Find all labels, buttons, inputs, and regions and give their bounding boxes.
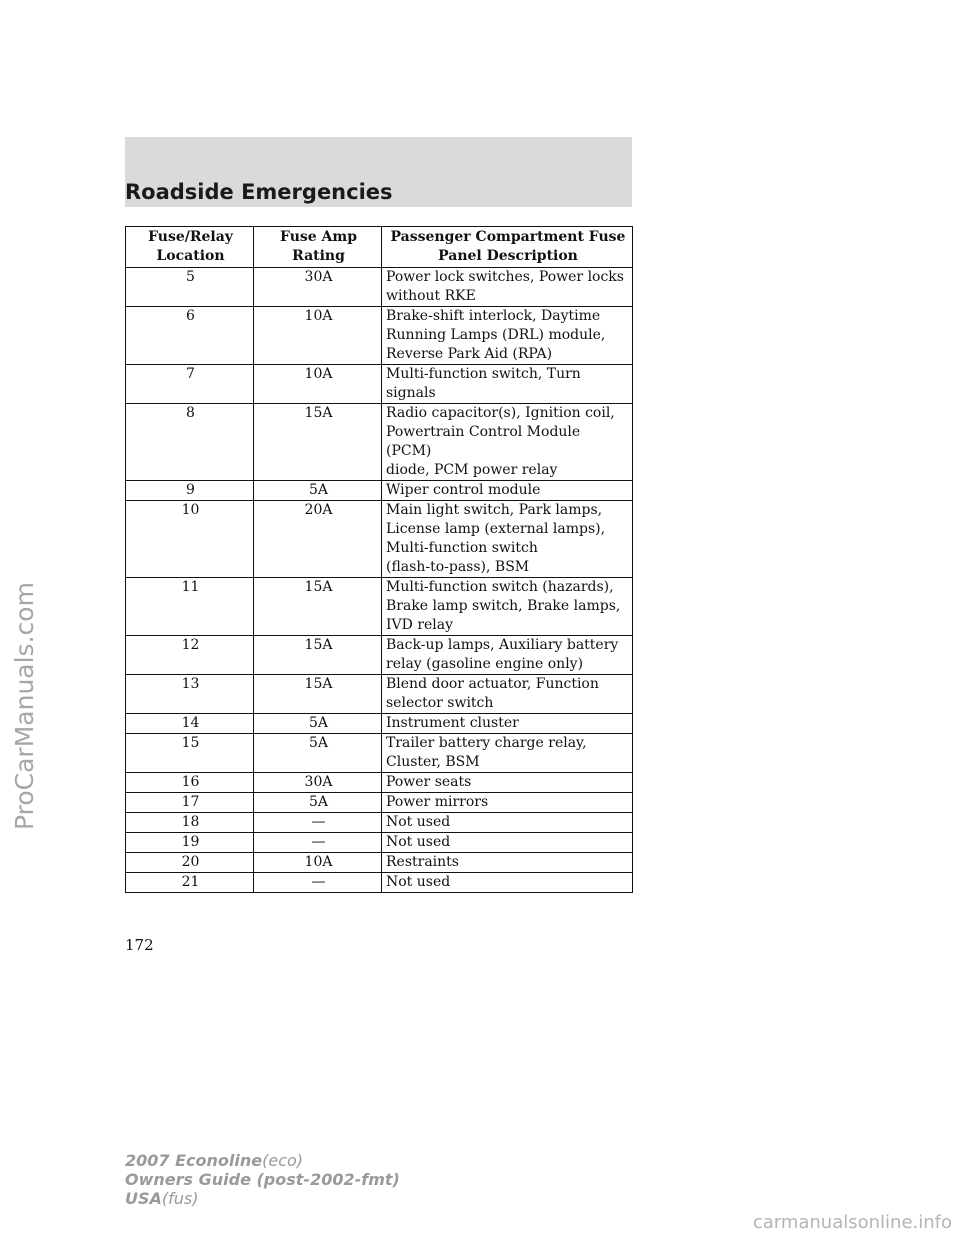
fuse-location-cell: 6 <box>126 307 254 365</box>
footer-model: 2007 Econoline <box>125 1151 263 1170</box>
fuse-description-cell: Not used <box>382 873 633 893</box>
fuse-location-cell: 8 <box>126 404 254 481</box>
table-row <box>126 307 633 365</box>
fuse-description-cell: Not used <box>382 833 633 853</box>
header-location: Fuse/Relay Location <box>126 227 254 268</box>
fuse-amp-cell: 10A <box>254 307 382 365</box>
fuse-amp-cell: 5A <box>254 734 382 773</box>
fuse-description-cell: Multi-function switch (hazards), Brake lamp switch, Brake lamps, IVD relay <box>382 578 633 636</box>
fuse-location-cell: 15 <box>126 734 254 773</box>
fuse-location-cell: 20 <box>126 853 254 873</box>
table-row <box>126 773 633 793</box>
table-row <box>126 501 633 578</box>
fuse-description-cell: Power seats <box>382 773 633 793</box>
table-row <box>126 481 633 501</box>
fuse-location-cell: 13 <box>126 675 254 714</box>
fuse-amp-cell: 15A <box>254 404 382 481</box>
table-row <box>126 578 633 636</box>
side-watermark: ProCarManuals.com <box>10 582 39 830</box>
fuse-description-cell: Radio capacitor(s), Ignition coil, Powertrain Control Module (PCM) diode, PCM power relay <box>382 404 633 481</box>
fuse-table <box>125 226 633 893</box>
fuse-description-cell: Back-up lamps, Auxiliary battery relay (gasoline engine only) <box>382 636 633 675</box>
table-row <box>126 734 633 773</box>
table-row <box>126 675 633 714</box>
table-row <box>126 853 633 873</box>
footer-market: USA <box>125 1189 162 1208</box>
table-header-row <box>126 227 633 268</box>
fuse-location-cell: 9 <box>126 481 254 501</box>
footer-guide: Owners Guide (post-2002-fmt) <box>125 1170 400 1189</box>
fuse-amp-cell: 5A <box>254 714 382 734</box>
fuse-amp-cell: 5A <box>254 481 382 501</box>
fuse-location-cell: 7 <box>126 365 254 404</box>
fuse-description-cell: Not used <box>382 813 633 833</box>
table-row <box>126 813 633 833</box>
table-row <box>126 833 633 853</box>
fuse-amp-cell: 10A <box>254 853 382 873</box>
fuse-amp-cell: — <box>254 813 382 833</box>
fuse-description-cell: Multi-function switch, Turn signals <box>382 365 633 404</box>
footer-model-code: (eco) <box>262 1151 304 1170</box>
footer-market-code: (fus) <box>161 1189 199 1208</box>
fuse-location-cell: 19 <box>126 833 254 853</box>
header-amp-rating: Fuse Amp Rating <box>254 227 382 268</box>
fuse-amp-cell: 15A <box>254 675 382 714</box>
fuse-description-cell: Trailer battery charge relay, Cluster, BSM <box>382 734 633 773</box>
section-title: Roadside Emergencies <box>125 180 393 204</box>
fuse-description-cell: Brake-shift interlock, Daytime Running Lamps (DRL) module, Reverse Park Aid (RPA) <box>382 307 633 365</box>
fuse-amp-cell: — <box>254 833 382 853</box>
fuse-amp-cell: 15A <box>254 636 382 675</box>
bottom-watermark: carmanualsonline.info <box>752 1212 952 1233</box>
fuse-amp-cell: 15A <box>254 578 382 636</box>
fuse-amp-cell: 10A <box>254 365 382 404</box>
fuse-amp-cell: 30A <box>254 773 382 793</box>
fuse-amp-cell: 30A <box>254 268 382 307</box>
fuse-location-cell: 5 <box>126 268 254 307</box>
fuse-location-cell: 18 <box>126 813 254 833</box>
fuse-description-cell: Blend door actuator, Function selector switch <box>382 675 633 714</box>
fuse-location-cell: 14 <box>126 714 254 734</box>
fuse-amp-cell: 5A <box>254 793 382 813</box>
fuse-amp-cell: 20A <box>254 501 382 578</box>
table-row <box>126 404 633 481</box>
fuse-description-cell: Instrument cluster <box>382 714 633 734</box>
fuse-description-cell: Power mirrors <box>382 793 633 813</box>
fuse-location-cell: 10 <box>126 501 254 578</box>
fuse-location-cell: 11 <box>126 578 254 636</box>
page-number: 172 <box>125 936 154 954</box>
fuse-description-cell: Wiper control module <box>382 481 633 501</box>
table-row <box>126 873 633 893</box>
fuse-description-cell: Restraints <box>382 853 633 873</box>
fuse-description-cell: Power lock switches, Power locks without RKE <box>382 268 633 307</box>
table-row <box>126 365 633 404</box>
header-description: Passenger Compartment Fuse Panel Description <box>382 227 633 268</box>
table-row <box>126 636 633 675</box>
fuse-location-cell: 12 <box>126 636 254 675</box>
fuse-location-cell: 17 <box>126 793 254 813</box>
fuse-description-cell: Main light switch, Park lamps, License lamp (external lamps), Multi-function switch (flash-to-pass), BSM <box>382 501 633 578</box>
fuse-amp-cell: — <box>254 873 382 893</box>
table-row <box>126 714 633 734</box>
table-row <box>126 793 633 813</box>
footer <box>125 1151 400 1208</box>
fuse-location-cell: 21 <box>126 873 254 893</box>
table-row <box>126 268 633 307</box>
fuse-location-cell: 16 <box>126 773 254 793</box>
